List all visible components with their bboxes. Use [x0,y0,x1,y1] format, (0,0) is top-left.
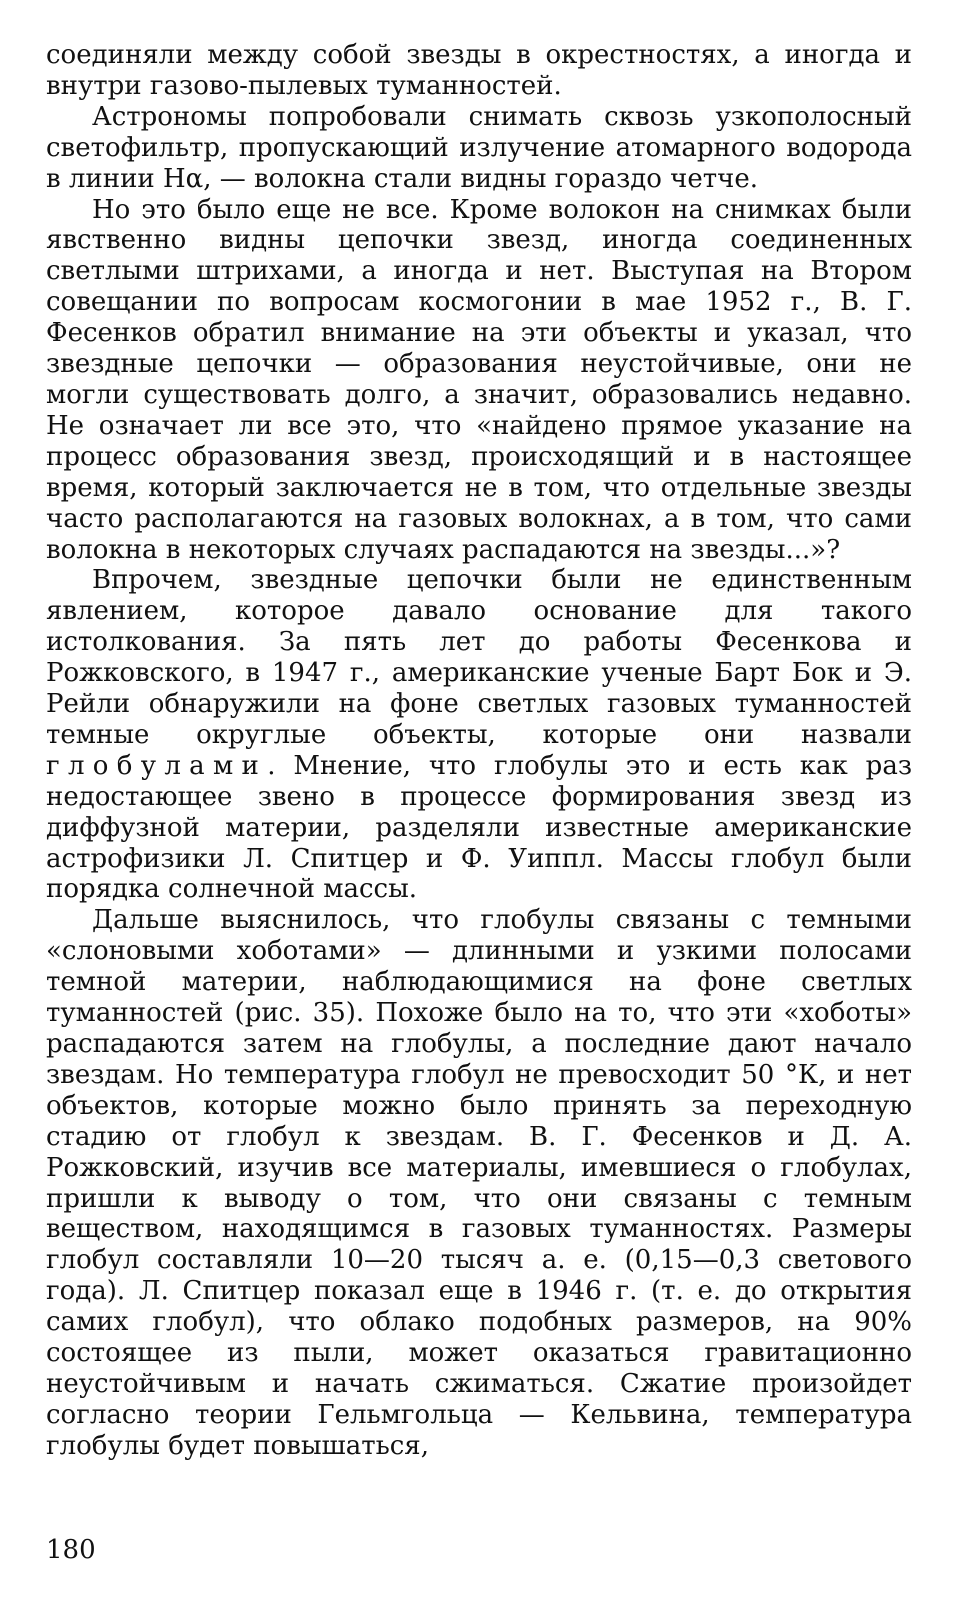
paragraph-narrowband-filter: Астрономы попробовали снимать сквозь узкополосный светофильтр, пропускающий излучение атомарного водорода в линии Hα, — волокна стали видны гораздо четче. [46,101,912,194]
paragraph-continuation: соединяли между собой звезды в окрестностях, а иногда и внутри газово-пылевых туманностей. [46,40,912,101]
paragraph-star-chains: Но это было еще не все. Кроме волокон на снимках были явственно видны цепочки звезд, иногда соединенных светлыми штрихами, а иногда и нет. Выступая на Втором совещании по вопросам космогонии в мае 1952 г., В. Г. Фесенков обратил внимание на эти объекты и указал, что звездные цепочки — образования неустойчивые, они не могли существовать долго, а значит, образовались недавно. Не означает ли все это, что «найдено прямое указание на процесс образования звезд, происходящий и в настоящее время, который заключается не в том, что отдельные звезды часто располагаются на газовых волокнах, а в том, что сами волокна в некоторых случаях распадаются на звезды...»? [46,194,912,565]
emphasized-term-globules: глобулами [46,750,268,781]
paragraph-globules-text-after: . Мнение, что глобулы это и есть как раз недостающее звено в процессе формирования звезд из диффузной материи, разделяли известные американские астрофизики Л. Спитцер и Ф. Уиппл. Массы глобул были порядка солнечной массы. [46,750,912,905]
page-text [46,40,912,1462]
page-number: 180 [46,1535,96,1565]
paragraph-globules-discovery [46,565,912,905]
paragraph-elephant-trunks: Дальше выяснилось, что глобулы связаны с темными «слоновыми хоботами» — длинными и узкими полосами темной материи, наблюдающимися на фоне светлых туманностей (рис. 35). Похоже было на то, что эти «хоботы» распадаются затем на глобулы, а последние дают начало звездам. Но температура глобул не превосходит 50 °К, и нет объектов, которые можно было принять за переходную стадию от глобул к звездам. В. Г. Фесенков и Д. А. Рожковский, изучив все материалы, имевшиеся о глобулах, пришли к выводу о том, что они связаны с темным веществом, находящимся в газовых туманностях. Размеры глобул составляли 10—20 тысяч а. е. (0,15—0,3 светового года). Л. Спитцер показал еще в 1946 г. (т. е. до открытия самих глобул), что облако подобных размеров, на 90% состоящее из пыли, может оказаться гравитационно неустойчивым и начать сжиматься. Сжатие произойдет согласно теории Гельмгольца — Кельвина, температура глобулы будет повышаться, [46,905,912,1461]
paragraph-globules-text-before: Впрочем, звездные цепочки были не единственным явлением, которое давало основание для такого истолкования. За пять лет до работы Фесенкова и Рожковского, в 1947 г., американские ученые Барт Бок и Э. Рейли обнаружили на фоне светлых газовых туманностей темные округлые объекты, которые они назвали [46,565,912,750]
